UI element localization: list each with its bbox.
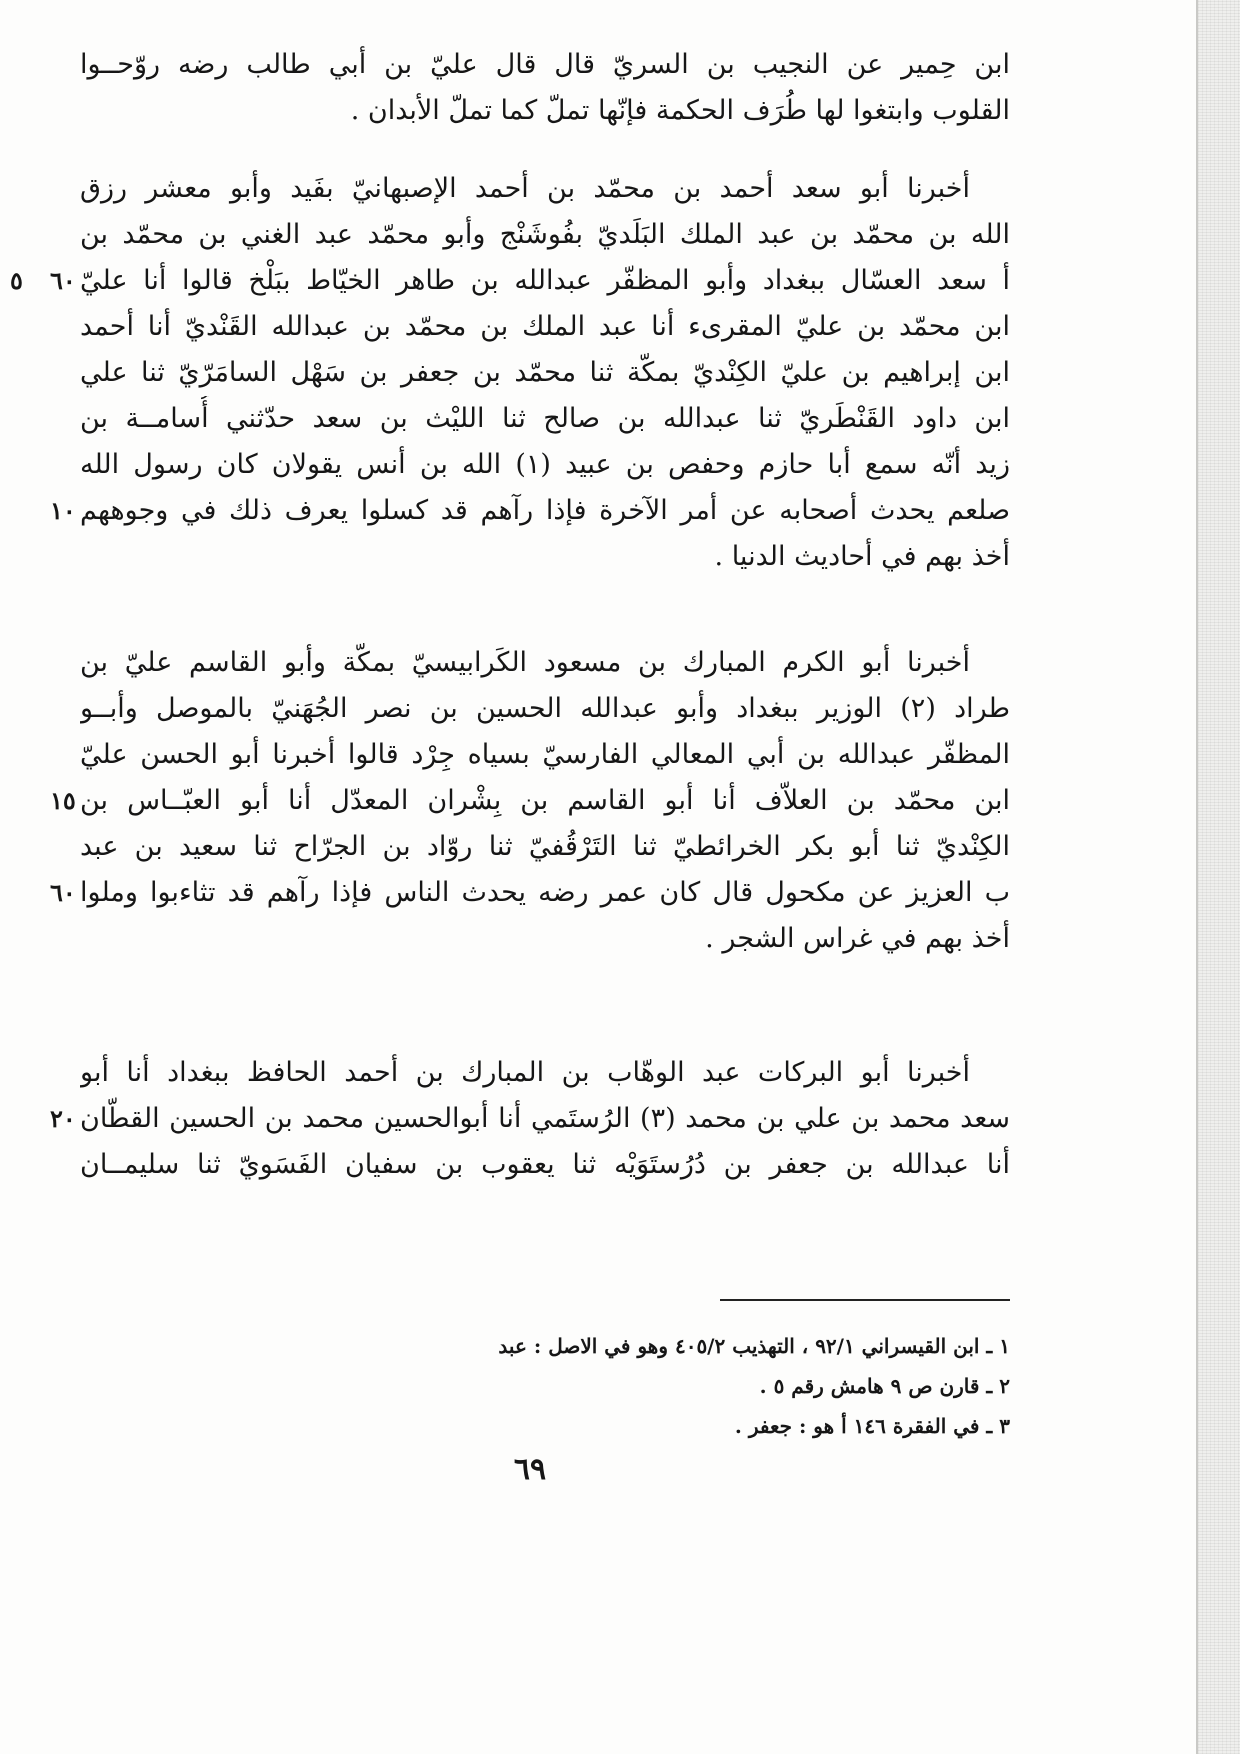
text-line: الكِنْديّ ثنا أبو بكر الخرائطيّ ثنا التَرْقُفيّ ثنا روّاد بن الجرّاح ثنا سعيد بن عبد [80, 831, 1010, 862]
text-line: ابن حِمير عن النجيب بن السريّ قال قال عليّ بن أبي طالب رضه روّحــوا [80, 49, 1010, 80]
margin-number-line-5: ٥ [10, 266, 23, 295]
page-number: ٦٩ [513, 1452, 547, 1487]
text-line: ب العزيز عن مكحول قال كان عمر رضه يحدث الناس فإذا رآهم قد تثاءبوا وملوا [80, 877, 1010, 908]
margin-number-line-10: ١٠ [50, 496, 76, 525]
margin-number-folio-60b: ٦٠ [50, 878, 76, 907]
text-line: المظفّر عبدالله بن أبي المعالي الفارسيّ بسياه جِرْد قالوا أخبرنا أبو الحسن عليّ [80, 739, 1010, 770]
footnote-3: ٣ ـ في الفقرة ١٤٦ أ هو : جعفر . [734, 1414, 1010, 1438]
text-line: أخبرنا أبو سعد أحمد بن محمّد بن أحمد الإصبهانيّ بفَيد وأبو معشر رزق [80, 173, 970, 204]
footnote-1: ١ ـ ابن القيسراني ٩٢/١ ، التهذيب ٤٠٥/٢ وهو في الاصل : عبد [498, 1334, 1010, 1358]
text-line: ابن داود القَنْطَريّ ثنا عبدالله بن صالح ثنا الليْث بن سعد حدّثني أُسامــة بن [80, 403, 1010, 434]
text-line: أخبرنا أبو الكرم المبارك بن مسعود الكَرابيسيّ بمكّة وأبو القاسم عليّ بن [80, 647, 970, 678]
footnote-2: ٢ ـ قارن ص ٩ هامش رقم ٥ . [759, 1374, 1010, 1398]
text-line: القلوب وابتغوا لها طُرَف الحكمة فإنّها تملّ كما تملّ الأبدان . [350, 95, 1010, 126]
text-line: ابن محمّد بن عليّ المقرىء أنا عبد الملك بن محمّد بن عبدالله القَنْديّ أنا أحمد [80, 311, 1010, 342]
text-line: أ سعد العسّال ببغداد وأبو المظفّر عبدالله بن طاهر الخيّاط ببَلْخ قالوا أنا عليّ [80, 265, 1010, 296]
text-line: أخذ بهم في أحاديث الدنيا . [714, 541, 1010, 572]
scan-edge [1198, 0, 1240, 1754]
text-line: أنا عبدالله بن جعفر بن دُرُستَوَيْه ثنا يعقوب بن سفيان الفَسَويّ ثنا سليمــان [80, 1149, 1010, 1180]
text-line: أخبرنا أبو البركات عبد الوهّاب بن المبارك بن أحمد الحافظ ببغداد أنا أبو [80, 1057, 970, 1088]
text-line: الله بن محمّد بن عبد الملك البَلَديّ بفُوشَنْج وأبو محمّد عبد الغني بن محمّد بن [80, 219, 1010, 250]
footnote-separator [720, 1299, 1010, 1301]
margin-number-line-15: ١٥ [50, 786, 76, 815]
margin-number-line-20: ٢٠ [50, 1104, 76, 1133]
text-line: سعد محمد بن علي بن محمد (٣) الرُستَمي أنا أبوالحسين محمد بن الحسين القطّان [80, 1103, 1010, 1134]
scan-edge-line [1196, 0, 1198, 1754]
text-line: ابن إبراهيم بن عليّ الكِنْديّ بمكّة ثنا محمّد بن جعفر بن سَهْل السامَرّيّ ثنا علي [80, 357, 1010, 388]
text-line: ابن محمّد بن العلاّف أنا أبو القاسم بن بِشْران المعدّل أنا أبو العبّــاس بن [80, 785, 1010, 816]
text-line: طراد (٢) الوزير ببغداد وأبو عبدالله الحسين بن نصر الجُهَنيّ بالموصل وأبــو [80, 693, 1010, 724]
text-line: أخذ بهم في غراس الشجر . [705, 923, 1010, 954]
margin-number-folio-60: ٦٠ [50, 266, 76, 295]
text-line: زيد أنّه سمع أبا حازم وحفص بن عبيد (١) الله بن أنس يقولان كان رسول الله [80, 449, 1010, 480]
text-line: صلعم يحدث أصحابه عن أمر الآخرة فإذا رآهم قد كسلوا يعرف ذلك في وجوههم [80, 495, 1010, 526]
